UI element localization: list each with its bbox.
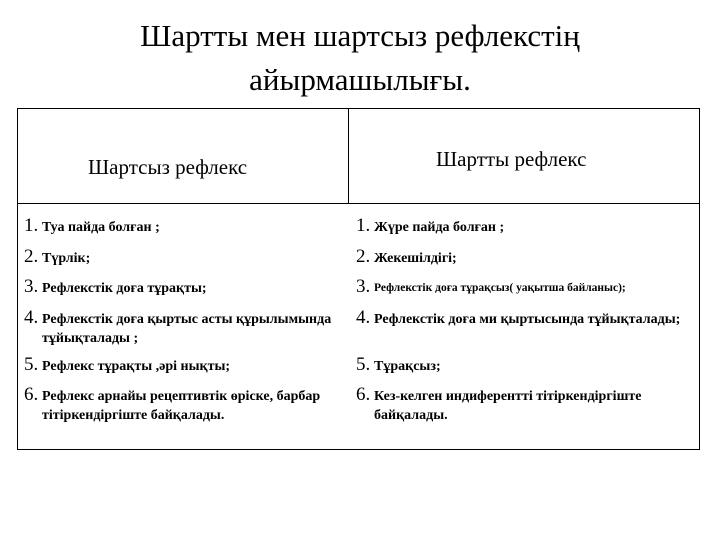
item-number: 6. bbox=[24, 384, 39, 405]
right-column-header: Шартты рефлекс bbox=[436, 147, 587, 171]
list-item bbox=[24, 354, 342, 384]
list-item bbox=[356, 215, 696, 246]
list-item bbox=[24, 246, 342, 276]
item-number: 2. bbox=[24, 246, 39, 267]
header-divider-horizontal bbox=[18, 203, 699, 204]
list-item bbox=[356, 276, 696, 307]
slide-title bbox=[0, 14, 720, 102]
item-text: Тұрақсыз; bbox=[374, 359, 441, 374]
list-item bbox=[24, 384, 342, 428]
item-text: Рефлекстік доға тұрақсыз( уақытша байланыс); bbox=[374, 282, 626, 294]
comparison-table bbox=[17, 108, 700, 450]
item-number: 5. bbox=[24, 354, 39, 375]
item-text: Туа пайда болған ; bbox=[42, 220, 160, 235]
list-item bbox=[356, 384, 696, 428]
item-text: Рефлекс арнайы рецептивтік өріске, барбар тітіркендіргіште байқалады. bbox=[42, 389, 321, 423]
item-text: Кез-келген индиферентті тітіркендіргіште байқалады. bbox=[374, 389, 642, 423]
title-line-2: айырмашылығы. bbox=[249, 62, 471, 97]
item-text: Рефлекстік доға тұрақты; bbox=[42, 281, 207, 296]
item-text: Рефлекс тұрақты ,әрі нықты; bbox=[42, 359, 231, 374]
title-line-1: Шартты мен шартсыз рефлекстің bbox=[140, 18, 580, 53]
list-item bbox=[24, 276, 342, 307]
list-item bbox=[356, 246, 696, 276]
left-column bbox=[24, 215, 342, 428]
left-column-header: Шартсыз рефлекс bbox=[88, 155, 248, 179]
item-number: 4. bbox=[24, 307, 39, 328]
item-text: Рефлекстік доға ми қыртысында тұйықталады; bbox=[374, 312, 681, 327]
item-text: Рефлекстік доға қыртыс асты құрылымында тұйықталады ; bbox=[42, 312, 332, 346]
list-item bbox=[356, 307, 696, 354]
item-number: 3. bbox=[24, 276, 39, 297]
item-text: Жекешілдігі; bbox=[374, 251, 457, 266]
item-text: Түрлік; bbox=[42, 251, 91, 266]
list-item bbox=[24, 215, 342, 246]
item-number: 1. bbox=[356, 215, 371, 236]
item-number: 3. bbox=[356, 276, 371, 297]
list-item bbox=[24, 307, 342, 354]
item-text: Жүре пайда болған ; bbox=[374, 220, 505, 235]
header-divider-vertical bbox=[348, 109, 349, 203]
list-item bbox=[356, 354, 696, 384]
item-number: 2. bbox=[356, 246, 371, 267]
item-number: 1. bbox=[24, 215, 39, 236]
item-number: 4. bbox=[356, 307, 371, 328]
right-column bbox=[356, 215, 696, 428]
item-number: 6. bbox=[356, 384, 371, 405]
item-number: 5. bbox=[356, 354, 371, 375]
